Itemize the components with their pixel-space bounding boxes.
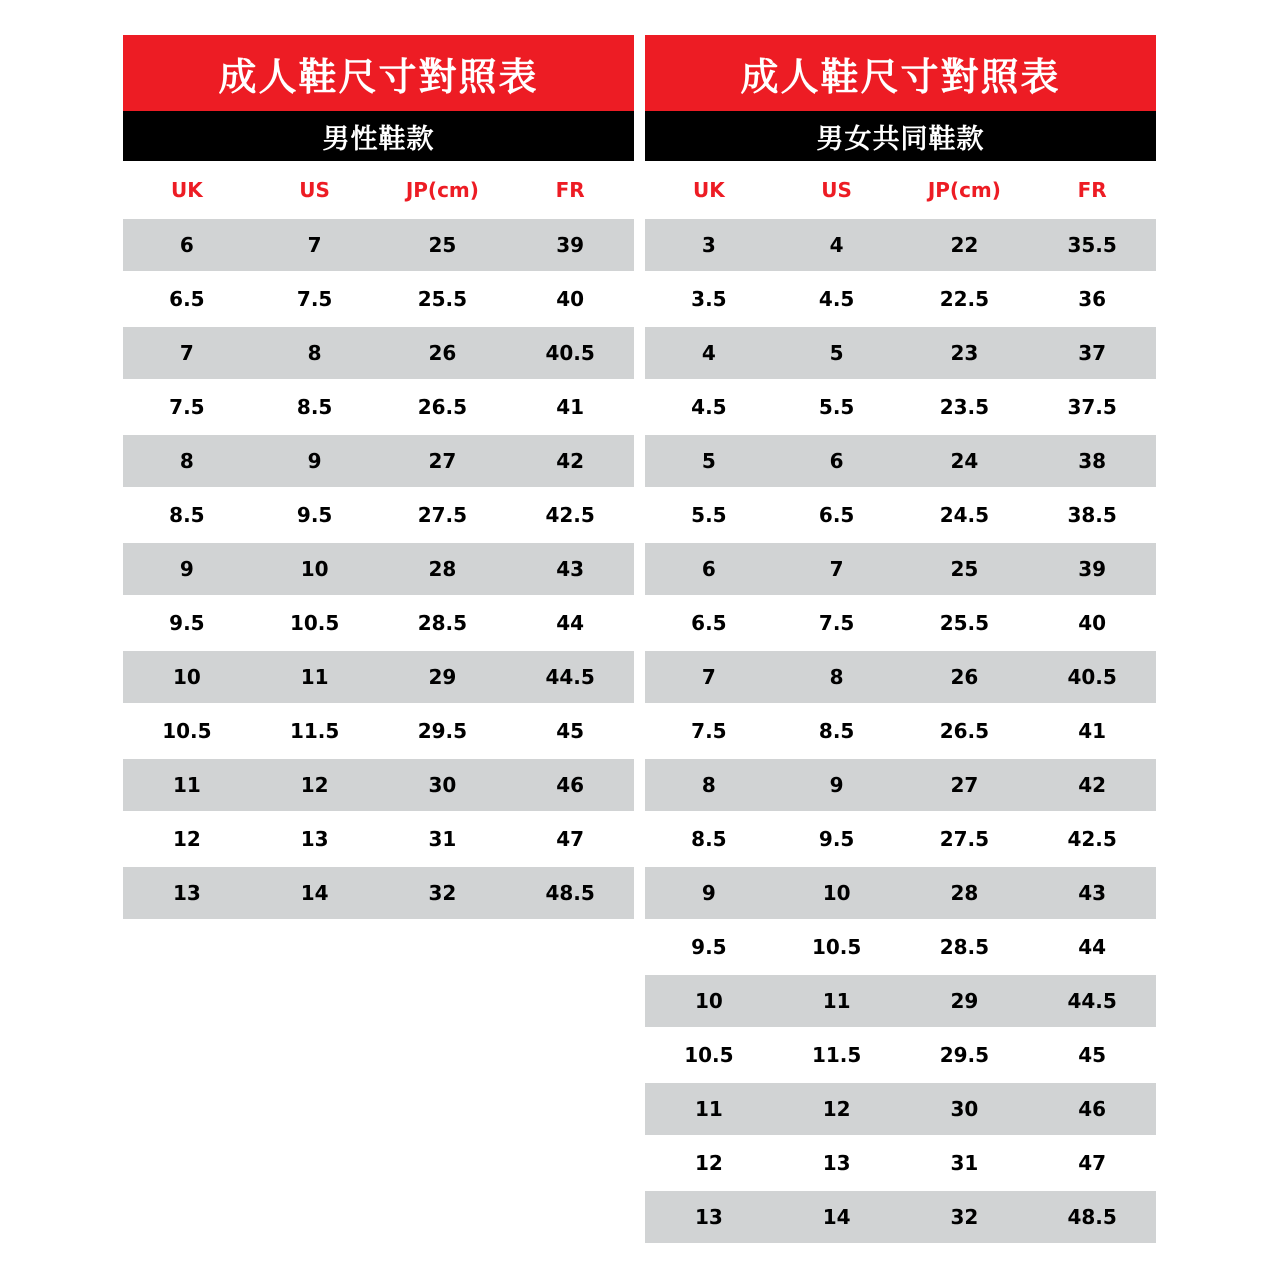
cell-fr: 42.5 (545, 503, 595, 527)
column-header-us: US (299, 178, 330, 202)
cell-uk: 11 (694, 1097, 723, 1121)
table-row (123, 813, 634, 865)
cell-fr: 43 (1078, 881, 1107, 905)
cell-jp: 29 (950, 989, 979, 1013)
cell-uk: 13 (694, 1205, 723, 1229)
table-row (123, 759, 634, 811)
cell-fr: 42.5 (1067, 827, 1117, 851)
cell-us: 4.5 (818, 287, 855, 311)
cell-jp: 25 (428, 233, 457, 257)
cell-jp: 27 (950, 773, 979, 797)
cell-us: 11 (822, 989, 851, 1013)
cell-us: 4 (829, 233, 844, 257)
table-row (645, 705, 1156, 757)
cell-us: 6.5 (818, 503, 855, 527)
cell-fr: 46 (1078, 1097, 1107, 1121)
men-table-column-headers (123, 161, 634, 219)
cell-uk: 7 (179, 341, 194, 365)
cell-uk: 3 (701, 233, 716, 257)
cell-us: 10.5 (811, 935, 862, 959)
table-row (645, 435, 1156, 487)
cell-us: 8 (829, 665, 844, 689)
cell-uk: 10.5 (162, 719, 212, 743)
cell-us: 13 (822, 1151, 851, 1175)
cell-us: 11 (300, 665, 329, 689)
table-row (645, 219, 1156, 271)
cell-uk: 7 (701, 665, 716, 689)
cell-uk: 4 (701, 341, 716, 365)
cell-us: 14 (822, 1205, 851, 1229)
table-row (645, 651, 1156, 703)
cell-jp: 32 (428, 881, 457, 905)
table-row (123, 273, 634, 325)
cell-uk: 9.5 (691, 935, 727, 959)
cell-fr: 40 (1078, 611, 1107, 635)
cell-fr: 36 (1078, 287, 1107, 311)
cell-fr: 44.5 (1067, 989, 1117, 1013)
cell-uk: 12 (172, 827, 201, 851)
cell-us: 5 (829, 341, 844, 365)
cell-uk: 6.5 (169, 287, 205, 311)
table-row (645, 1029, 1156, 1081)
cell-us: 11.5 (811, 1043, 862, 1067)
cell-fr: 35.5 (1067, 233, 1117, 257)
cell-us: 11.5 (289, 719, 340, 743)
cell-us: 9 (307, 449, 322, 473)
cell-jp: 26.5 (417, 395, 468, 419)
cell-jp: 27 (428, 449, 457, 473)
cell-us: 8.5 (296, 395, 333, 419)
table-row (645, 543, 1156, 595)
cell-fr: 42 (1078, 773, 1107, 797)
cell-fr: 43 (556, 557, 585, 581)
cell-us: 9 (829, 773, 844, 797)
cell-fr: 37 (1078, 341, 1107, 365)
cell-jp: 28 (950, 881, 979, 905)
cell-us: 10 (822, 881, 851, 905)
cell-fr: 41 (556, 395, 585, 419)
cell-us: 12 (300, 773, 329, 797)
cell-jp: 31 (950, 1151, 979, 1175)
cell-fr: 37.5 (1067, 395, 1117, 419)
cell-jp: 26 (428, 341, 457, 365)
cell-uk: 10 (172, 665, 201, 689)
cell-fr: 44 (556, 611, 585, 635)
cell-uk: 7.5 (691, 719, 727, 743)
table-row (645, 381, 1156, 433)
table-row (123, 381, 634, 433)
cell-fr: 38.5 (1067, 503, 1117, 527)
cell-fr: 47 (556, 827, 585, 851)
cell-us: 7 (307, 233, 322, 257)
cell-fr: 48.5 (545, 881, 595, 905)
cell-uk: 9 (179, 557, 194, 581)
cell-fr: 40.5 (1067, 665, 1117, 689)
cell-uk: 5.5 (691, 503, 727, 527)
unisex-size-table (645, 35, 1156, 1245)
cell-uk: 12 (694, 1151, 723, 1175)
table-row (123, 597, 634, 649)
cell-jp: 22 (950, 233, 979, 257)
table-row (645, 1083, 1156, 1135)
column-header-us: US (821, 178, 852, 202)
cell-jp: 24.5 (939, 503, 990, 527)
cell-jp: 29 (428, 665, 457, 689)
men-table-subtitle: 男性鞋款 (123, 111, 634, 161)
men-size-table (123, 35, 634, 921)
cell-jp: 23.5 (939, 395, 990, 419)
cell-jp: 29.5 (939, 1043, 990, 1067)
cell-fr: 48.5 (1067, 1205, 1117, 1229)
cell-jp: 28.5 (417, 611, 468, 635)
cell-fr: 39 (556, 233, 585, 257)
table-row (645, 921, 1156, 973)
cell-uk: 6.5 (691, 611, 727, 635)
cell-fr: 40.5 (545, 341, 595, 365)
cell-us: 10 (300, 557, 329, 581)
cell-jp: 28.5 (939, 935, 990, 959)
column-header-jp: JP(cm) (405, 178, 479, 202)
cell-jp: 27.5 (417, 503, 468, 527)
cell-jp: 29.5 (417, 719, 468, 743)
cell-jp: 30 (950, 1097, 979, 1121)
unisex-table-title: 成人鞋尺寸對照表 (645, 35, 1156, 111)
table-row (645, 489, 1156, 541)
men-table-title: 成人鞋尺寸對照表 (123, 35, 634, 111)
cell-jp: 26.5 (939, 719, 990, 743)
cell-fr: 45 (556, 719, 585, 743)
cell-jp: 22.5 (939, 287, 990, 311)
cell-fr: 47 (1078, 1151, 1107, 1175)
table-row (123, 705, 634, 757)
cell-fr: 45 (1078, 1043, 1107, 1067)
cell-fr: 46 (556, 773, 585, 797)
cell-uk: 9 (701, 881, 716, 905)
cell-uk: 10 (694, 989, 723, 1013)
cell-jp: 32 (950, 1205, 979, 1229)
unisex-table-column-headers (645, 161, 1156, 219)
unisex-table-body (645, 219, 1156, 1243)
cell-jp: 28 (428, 557, 457, 581)
cell-jp: 30 (428, 773, 457, 797)
table-row (123, 219, 634, 271)
table-row (645, 1191, 1156, 1243)
table-row (645, 597, 1156, 649)
cell-fr: 41 (1078, 719, 1107, 743)
table-row (123, 867, 634, 919)
table-row (123, 489, 634, 541)
cell-fr: 38 (1078, 449, 1107, 473)
cell-uk: 3.5 (691, 287, 727, 311)
cell-us: 9.5 (296, 503, 333, 527)
cell-us: 8 (307, 341, 322, 365)
table-row (645, 975, 1156, 1027)
cell-jp: 26 (950, 665, 979, 689)
table-row (123, 435, 634, 487)
column-header-fr: FR (1077, 178, 1107, 202)
cell-jp: 25 (950, 557, 979, 581)
table-row (645, 867, 1156, 919)
table-row (123, 543, 634, 595)
cell-uk: 8.5 (691, 827, 727, 851)
cell-jp: 25.5 (417, 287, 468, 311)
cell-uk: 8 (701, 773, 716, 797)
cell-us: 10.5 (289, 611, 340, 635)
cell-uk: 11 (172, 773, 201, 797)
cell-uk: 13 (172, 881, 201, 905)
cell-us: 7.5 (818, 611, 855, 635)
cell-us: 14 (300, 881, 329, 905)
column-header-jp: JP(cm) (927, 178, 1001, 202)
cell-uk: 8.5 (169, 503, 205, 527)
cell-uk: 5 (701, 449, 716, 473)
cell-fr: 39 (1078, 557, 1107, 581)
cell-us: 9.5 (818, 827, 855, 851)
table-row (645, 813, 1156, 865)
cell-us: 13 (300, 827, 329, 851)
table-row (123, 651, 634, 703)
cell-jp: 31 (428, 827, 457, 851)
cell-us: 7 (829, 557, 844, 581)
cell-us: 12 (822, 1097, 851, 1121)
cell-uk: 9.5 (169, 611, 205, 635)
column-header-uk: UK (171, 178, 203, 202)
table-row (645, 327, 1156, 379)
cell-jp: 24 (950, 449, 979, 473)
table-row (645, 273, 1156, 325)
cell-us: 7.5 (296, 287, 333, 311)
cell-uk: 8 (179, 449, 194, 473)
cell-uk: 10.5 (684, 1043, 734, 1067)
cell-us: 6 (829, 449, 844, 473)
table-row (645, 759, 1156, 811)
table-row (645, 1137, 1156, 1189)
cell-us: 8.5 (818, 719, 855, 743)
table-row (123, 327, 634, 379)
cell-uk: 7.5 (169, 395, 205, 419)
men-table-body (123, 219, 634, 919)
cell-uk: 6 (179, 233, 194, 257)
cell-fr: 42 (556, 449, 585, 473)
cell-us: 5.5 (818, 395, 855, 419)
cell-fr: 40 (556, 287, 585, 311)
cell-jp: 23 (950, 341, 979, 365)
column-header-fr: FR (555, 178, 585, 202)
cell-uk: 6 (701, 557, 716, 581)
cell-jp: 27.5 (939, 827, 990, 851)
unisex-table-subtitle: 男女共同鞋款 (645, 111, 1156, 161)
cell-fr: 44.5 (545, 665, 595, 689)
cell-jp: 25.5 (939, 611, 990, 635)
cell-fr: 44 (1078, 935, 1107, 959)
column-header-uk: UK (693, 178, 725, 202)
cell-uk: 4.5 (691, 395, 727, 419)
